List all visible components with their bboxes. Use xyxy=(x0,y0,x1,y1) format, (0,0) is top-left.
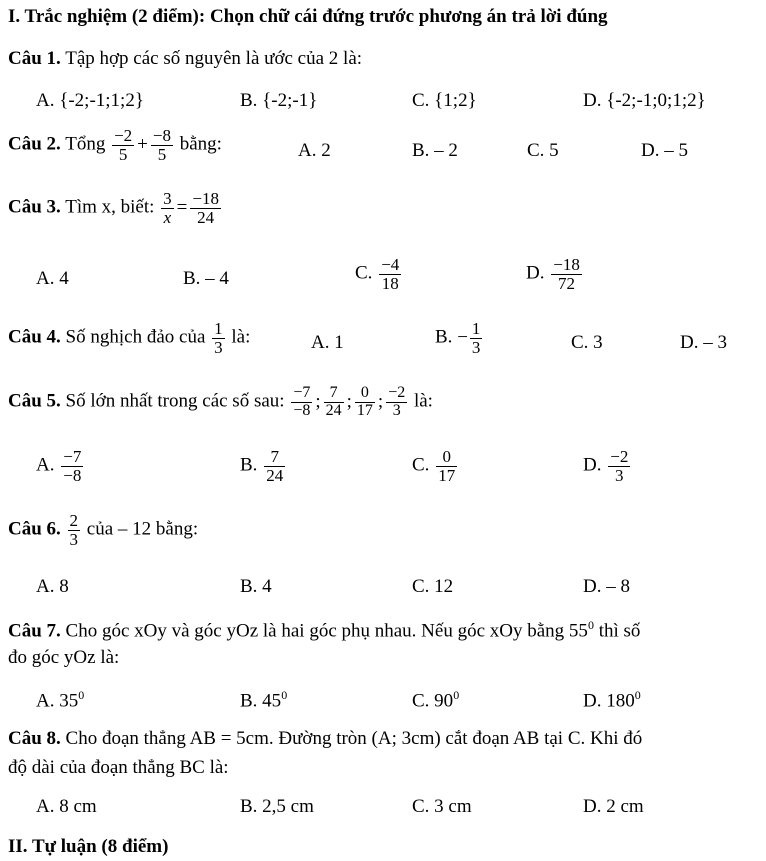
q5-option-d: D. $\frac{-2}{3}$ xyxy=(583,447,629,485)
q5-fraction-2: $\frac{7}{24}$ xyxy=(325,384,342,419)
question-5: Câu 5. Số lớn nhất trong các số sau: $\frac{-7}{-8}$ ; $\frac{7}{24}$ ; $\frac{0}{17}$ ; $\frac{-2}{3}$ là: xyxy=(8,384,433,419)
question-6 xyxy=(8,512,198,549)
q4-option-b: B. − $\frac{1}{3}$ xyxy=(435,319,481,357)
q5-fraction-4: $\frac{-2}{3}$ xyxy=(388,384,406,419)
q3-fraction-1: $\frac{3}{x}$ xyxy=(163,189,172,227)
question-1-text: Tập hợp các số nguyên là ước của 2 là: xyxy=(65,48,363,69)
question-4-label: Câu 4. xyxy=(8,326,61,348)
question-8-label: Câu 8. xyxy=(8,728,61,749)
q2-option-b: B. – 2 xyxy=(412,140,458,161)
q5-option-a: A. $\frac{-7}{-8}$ xyxy=(36,447,82,485)
q2-option-a: A. 2 xyxy=(298,140,331,161)
q3-option-a: A. 4 xyxy=(36,268,69,289)
q6-fraction: $\frac{2}{3}$ xyxy=(69,511,79,549)
q1-option-d: D. {-2;-1;0;1;2} xyxy=(583,90,706,111)
question-7-label: Câu 7. xyxy=(8,620,61,642)
q5-option-b: B. $\frac{7}{24}$ xyxy=(240,447,284,485)
q1-option-a: A. {-2;-1;1;2} xyxy=(36,90,144,111)
question-2 xyxy=(8,127,222,164)
q4-option-c: C. 3 xyxy=(571,332,603,353)
question-5-text: Số lớn nhất trong các số sau: xyxy=(65,390,285,412)
question-2-label: Câu 2. xyxy=(8,133,61,155)
question-5-text-after: là: xyxy=(413,390,433,412)
q8-option-d: D. 2 cm xyxy=(583,796,644,817)
question-3-label: Câu 3. xyxy=(8,196,61,218)
q4-fraction: $\frac{1}{3}$ xyxy=(214,319,223,357)
q3-option-d-fraction: $\frac{-18}{72}$ xyxy=(553,255,580,293)
q7-option-a: A. $35^0$ xyxy=(36,688,85,712)
q5-fraction-1: $\frac{-7}{-8}$ xyxy=(293,384,311,419)
q2-fraction-1: $\frac{-2}{5}$ xyxy=(114,126,133,164)
q7-option-c: C. $90^0$ xyxy=(412,688,460,712)
q4-option-b-fraction: $\frac{1}{3}$ xyxy=(471,319,481,357)
question-2-text-before: Tổng xyxy=(65,133,106,155)
q6-option-d: D. – 8 xyxy=(583,576,630,597)
q4-option-a: A. 1 xyxy=(311,332,344,353)
q3-option-d: D. $\frac{-18}{72}$ xyxy=(526,255,580,293)
q2-option-c: C. 5 xyxy=(527,140,559,161)
question-6-text-after: của – 12 bằng: xyxy=(86,518,199,540)
q3-option-c-fraction: $\frac{-4}{18}$ xyxy=(381,255,400,293)
q2-fraction-2: $\frac{-8}{5}$ xyxy=(152,126,171,164)
question-3 xyxy=(8,190,223,227)
question-1 xyxy=(8,48,362,70)
q1-option-b: B. {-2;-1} xyxy=(240,90,318,111)
q2-plus: + xyxy=(137,134,148,156)
q7-option-d: D. $180^0$ xyxy=(583,688,641,712)
q8-option-c: C. 3 cm xyxy=(412,796,472,817)
question-6-label: Câu 6. xyxy=(8,518,61,540)
q2-option-d: D. – 5 xyxy=(641,140,688,161)
section-2-heading: II. Tự luận (8 điểm) xyxy=(8,836,169,857)
q6-option-c: C. 12 xyxy=(412,576,454,597)
question-5-label: Câu 5. xyxy=(8,390,61,412)
q3-option-b: B. – 4 xyxy=(183,268,229,289)
question-1-label: Câu 1. xyxy=(8,48,61,69)
question-8-line-2: độ dài của đoạn thẳng BC là: xyxy=(8,757,229,778)
question-3-text: Tìm x, biết: xyxy=(65,196,155,218)
section-1-heading: I. Trắc nghiệm (2 điểm): Chọn chữ cái đứng trước phương án trả lời đúng xyxy=(8,6,608,27)
q8-option-a: A. 8 cm xyxy=(36,796,97,817)
question-7-line-2: đo góc yOz là: xyxy=(8,647,120,668)
question-2-text-after: bằng: xyxy=(179,133,222,155)
question-4-text-before: Số nghịch đảo của xyxy=(65,326,206,348)
q7-option-b: B. $45^0$ xyxy=(240,688,288,712)
question-4 xyxy=(8,320,250,357)
question-7-line-1: Câu 7. Cho góc xOy và góc yOz là hai góc phụ nhau. Nếu góc xOy bằng $55^0$ thì số xyxy=(8,618,641,642)
question-8-line-1: Câu 8. Cho đoạn thẳng AB = 5cm. Đường tròn (A; 3cm) cắt đoạn AB tại C. Khi đó xyxy=(8,728,643,749)
q6-option-b: B. 4 xyxy=(240,576,272,597)
q8-option-b: B. 2,5 cm xyxy=(240,796,314,817)
q6-option-a: A. 8 xyxy=(36,576,69,597)
q3-fraction-2: $\frac{-18}{24}$ xyxy=(192,189,219,227)
q5-option-c: C. $\frac{0}{17}$ xyxy=(412,447,456,485)
q1-option-c: C. {1;2} xyxy=(412,90,477,111)
q3-equals: = xyxy=(176,197,188,219)
question-4-text-after: là: xyxy=(231,326,251,348)
q5-fraction-3: $\frac{0}{17}$ xyxy=(356,384,373,419)
q4-option-d: D. – 3 xyxy=(680,332,727,353)
q3-option-c: C. $\frac{-4}{18}$ xyxy=(355,255,400,293)
